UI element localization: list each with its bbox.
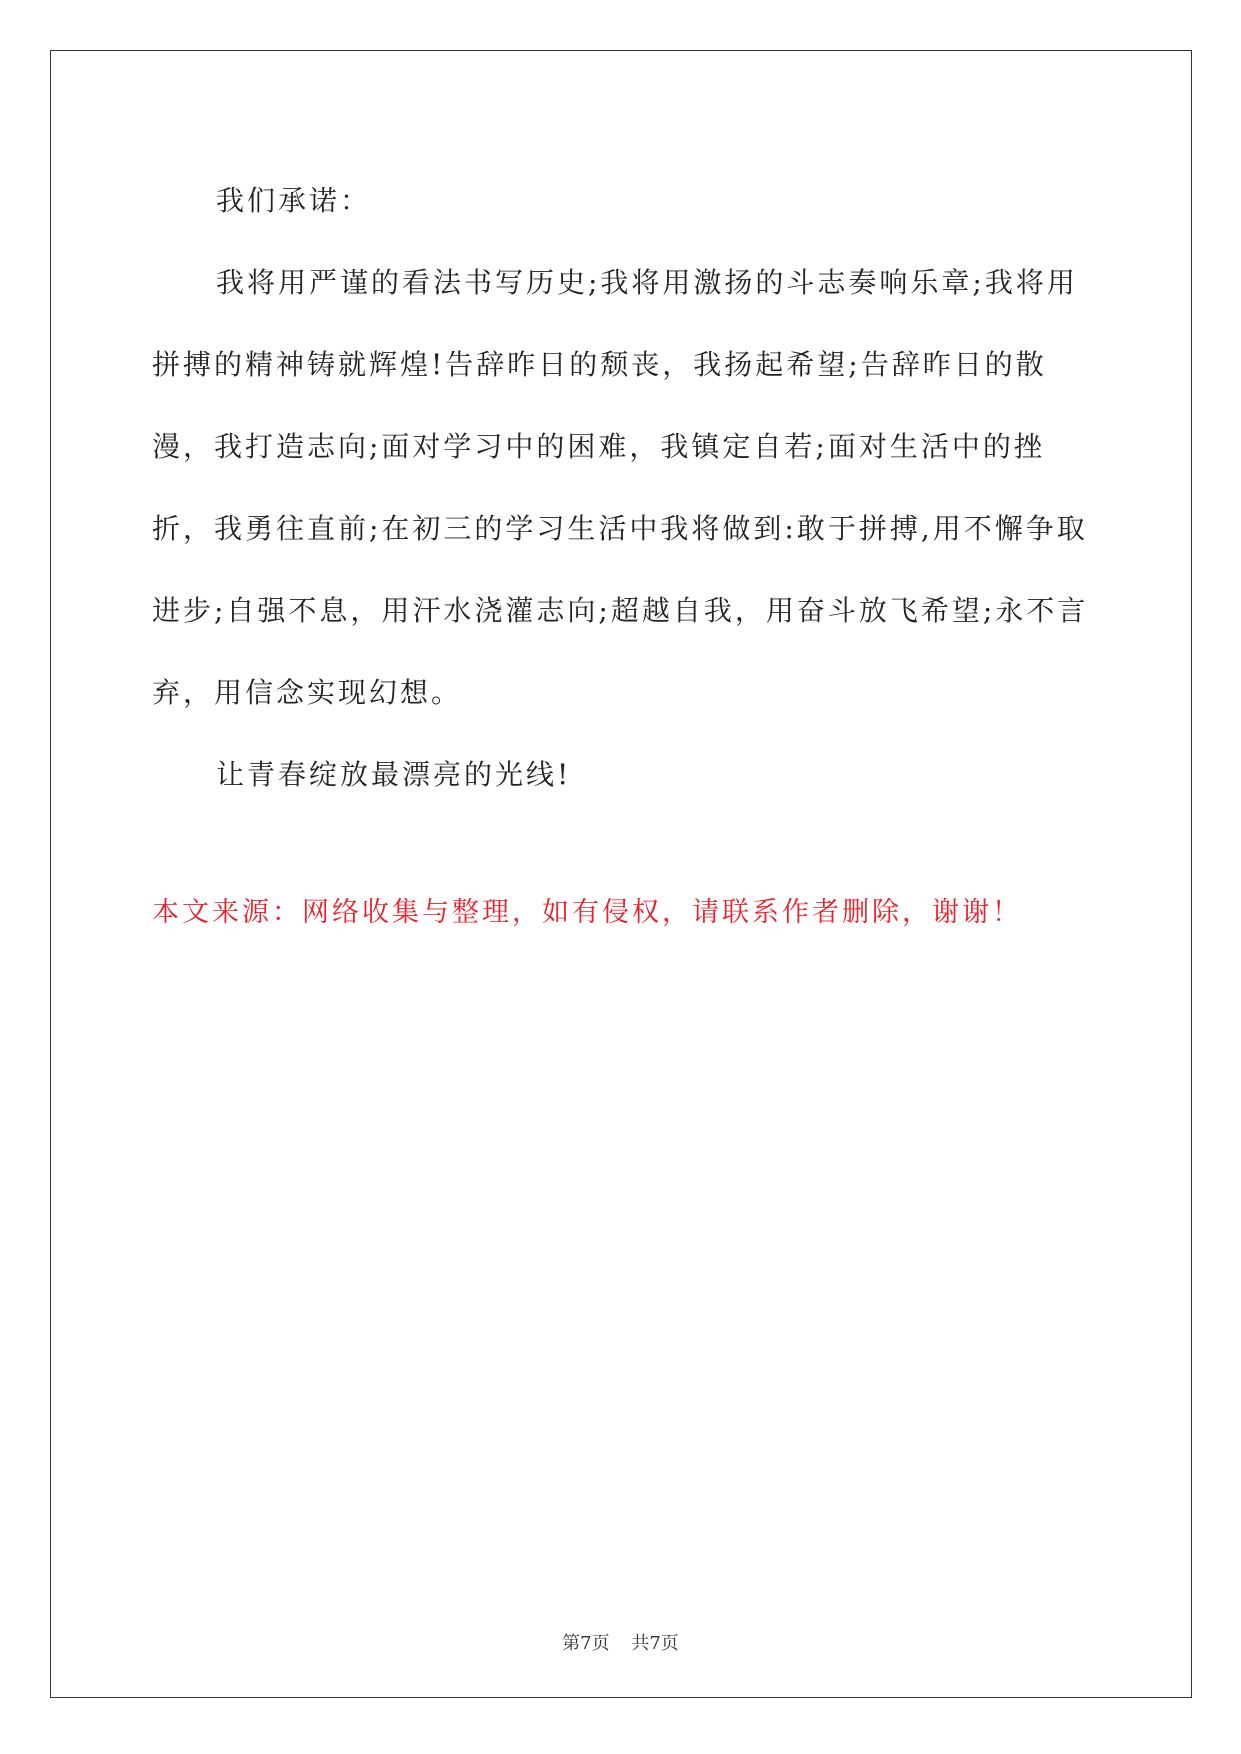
source-note: 本文来源：网络收集与整理，如有侵权，请联系作者删除，谢谢！ xyxy=(152,897,1022,928)
paragraph-promise-heading: 我们承诺： xyxy=(216,184,372,217)
paragraph-closing: 让青春绽放最漂亮的光线! xyxy=(216,758,572,791)
page-number-total: 共7页 xyxy=(631,1633,679,1654)
page-footer xyxy=(0,1632,1241,1656)
paragraph-promise-body: 我将用严谨的看法书写历史;我将用激扬的斗志奏响乐章;我将用拼搏的精神铸就辉煌!告辞昨日的颓丧，我扬起希望;告辞昨日的散漫，我打造志向;面对学习中的困难，我镇定自若;面对生活中的挫折，我勇往直前;在初三的学习生活中我将做到:敢于拼搏,用不懈争取进步;自强不息，用汗水浇灌志向;超越自我，用奋斗放飞希望;永不言弃，用信念实现幻想。 xyxy=(152,266,1089,709)
page-number-current: 第7页 xyxy=(562,1633,610,1654)
document-body xyxy=(152,160,1092,816)
